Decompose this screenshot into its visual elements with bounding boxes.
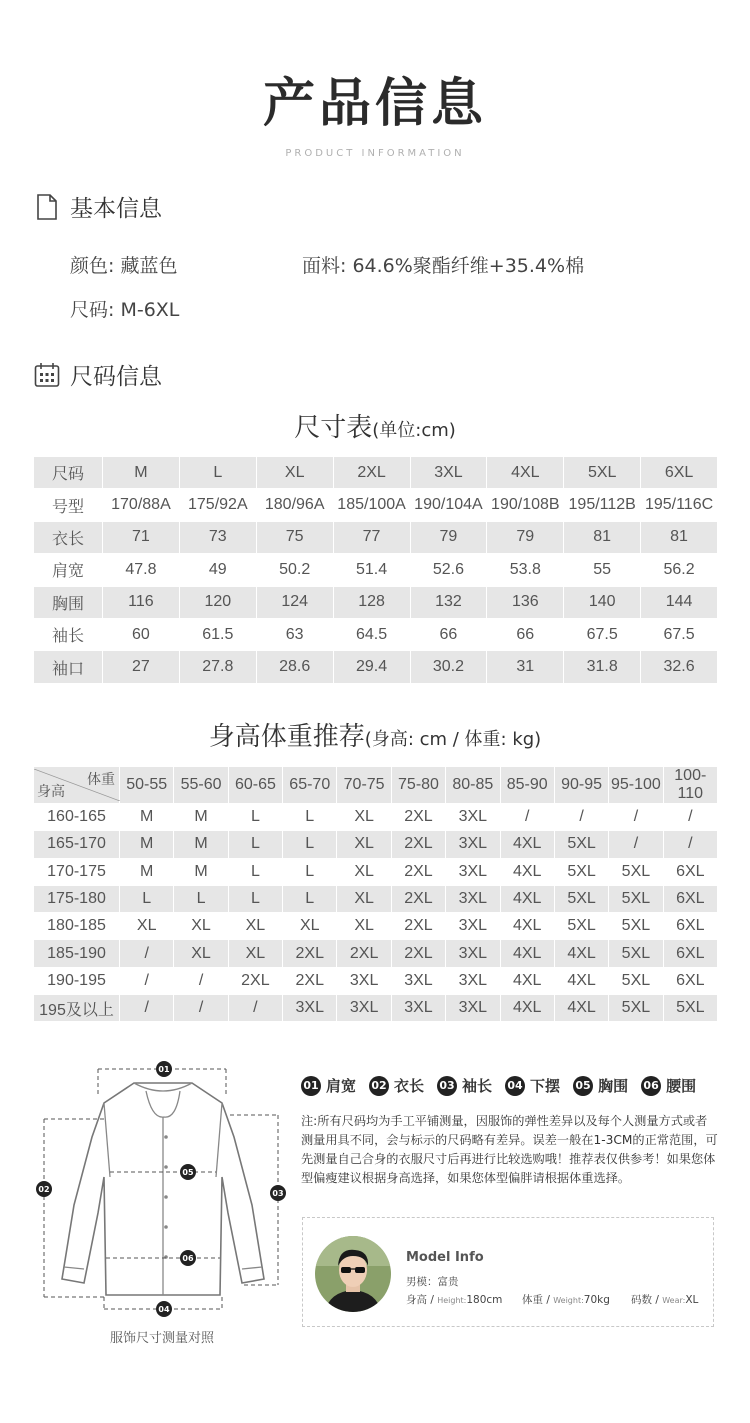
recommend-cell: / — [554, 804, 608, 831]
size-table-unit: (单位:cm) — [372, 420, 456, 441]
recommend-cell: XL — [120, 913, 174, 940]
weight-header: 85-90 — [500, 767, 554, 804]
size-cell: 4XL — [487, 457, 564, 489]
weight-header: 100-110 — [663, 767, 717, 804]
corner-weight-label: 体重 — [87, 771, 115, 787]
size-cell: 128 — [333, 586, 410, 618]
recommend-cell: 3XL — [446, 913, 500, 940]
recommend-cell: 5XL — [609, 995, 663, 1022]
recommend-table-unit: (身高: cm / 体重: kg) — [364, 729, 542, 750]
recommend-cell: L — [283, 804, 337, 831]
svg-text:04: 04 — [158, 1305, 170, 1314]
shirt-outline-icon — [34, 1057, 294, 1317]
recommend-cell: M — [174, 858, 228, 885]
corner-cell — [34, 767, 120, 804]
size-cell: 66 — [487, 618, 564, 650]
model-weight — [522, 1292, 610, 1307]
size-cell: 56.2 — [641, 554, 718, 586]
size-cell: 64.5 — [333, 618, 410, 650]
recommend-cell: 4XL — [500, 831, 554, 858]
recommend-cell: / — [120, 995, 174, 1022]
svg-text:06: 06 — [182, 1254, 194, 1263]
marker-03 — [270, 1185, 286, 1201]
recommend-row — [34, 995, 718, 1022]
recommend-cell: 6XL — [663, 858, 717, 885]
measurement-legend — [301, 1075, 709, 1096]
recommend-cell: 2XL — [391, 858, 445, 885]
recommend-cell: / — [174, 967, 228, 994]
recommend-cell: 6XL — [663, 913, 717, 940]
legend-label: 袖长 — [462, 1077, 493, 1095]
size-cell: 32.6 — [641, 651, 718, 683]
recommend-cell: / — [174, 995, 228, 1022]
recommend-cell: 5XL — [554, 858, 608, 885]
size-cell: 29.4 — [333, 651, 410, 683]
recommend-table — [33, 766, 718, 1022]
size-cell: L — [179, 457, 256, 489]
recommend-cell: 6XL — [663, 967, 717, 994]
marker-05 — [180, 1164, 196, 1180]
size-cell: 6XL — [641, 457, 718, 489]
size-table-row — [34, 554, 718, 586]
recommend-cell: 2XL — [391, 831, 445, 858]
marker-01 — [156, 1061, 172, 1077]
recommend-cell: L — [283, 858, 337, 885]
size-cell: 120 — [179, 586, 256, 618]
legend-item — [301, 1075, 356, 1096]
marker-06 — [180, 1250, 196, 1266]
legend-number: 03 — [437, 1076, 457, 1096]
recommend-row — [34, 967, 718, 994]
model-weight-label-en: Weight: — [553, 1296, 584, 1305]
size-row-header: 胸围 — [34, 586, 103, 618]
size-cell: 60 — [103, 618, 180, 650]
size-cell: 132 — [410, 586, 487, 618]
size-cell: 140 — [564, 586, 641, 618]
recommend-cell: / — [500, 804, 554, 831]
recommend-cell: 5XL — [609, 940, 663, 967]
size-info-label: 尺码信息 — [70, 364, 162, 390]
size-cell: 67.5 — [564, 618, 641, 650]
recommend-cell: / — [609, 831, 663, 858]
legend-number: 05 — [573, 1076, 593, 1096]
model-weight-label: 体重 / — [522, 1294, 554, 1306]
size-cell: 75 — [256, 521, 333, 553]
recommend-cell: XL — [283, 913, 337, 940]
size-range-info: 尺码: M-6XL — [70, 299, 180, 321]
legend-label: 肩宽 — [326, 1077, 357, 1095]
recommend-row — [34, 885, 718, 912]
recommend-cell: L — [228, 885, 282, 912]
size-cell: 73 — [179, 521, 256, 553]
size-info-heading — [34, 358, 162, 391]
size-cell: 49 — [179, 554, 256, 586]
legend-item — [437, 1075, 492, 1096]
recommend-cell: 5XL — [609, 913, 663, 940]
recommend-cell: 4XL — [554, 940, 608, 967]
weight-header: 60-65 — [228, 767, 282, 804]
size-cell: 27 — [103, 651, 180, 683]
recommend-cell: 3XL — [446, 967, 500, 994]
size-row-header: 号型 — [34, 489, 103, 521]
recommend-cell: 5XL — [663, 995, 717, 1022]
legend-number: 02 — [369, 1076, 389, 1096]
size-table-title — [0, 407, 750, 444]
size-cell: 175/92A — [179, 489, 256, 521]
recommend-cell: 5XL — [609, 858, 663, 885]
recommend-cell: XL — [337, 804, 391, 831]
recommend-table-title-text: 身高体重推荐 — [208, 722, 365, 752]
model-height-value: 180cm — [466, 1294, 503, 1306]
recommend-cell: / — [120, 940, 174, 967]
legend-label: 衣长 — [394, 1077, 425, 1095]
model-wear-value: XL — [685, 1294, 699, 1306]
weight-header: 70-75 — [337, 767, 391, 804]
recommend-cell: 5XL — [609, 885, 663, 912]
size-cell: 124 — [256, 586, 333, 618]
weight-header: 95-100 — [609, 767, 663, 804]
size-table — [33, 456, 718, 684]
height-row-header: 160-165 — [34, 804, 120, 831]
size-cell: 52.6 — [410, 554, 487, 586]
model-weight-value: 70kg — [583, 1294, 610, 1306]
recommend-cell: M — [174, 804, 228, 831]
recommend-cell: 2XL — [391, 913, 445, 940]
size-cell: 27.8 — [179, 651, 256, 683]
size-row-header: 衣长 — [34, 521, 103, 553]
recommend-row — [34, 831, 718, 858]
height-row-header: 185-190 — [34, 940, 120, 967]
size-cell: 55 — [564, 554, 641, 586]
model-wear-label-en: Wear: — [662, 1296, 686, 1305]
size-cell: 180/96A — [256, 489, 333, 521]
recommend-table-title — [0, 716, 750, 753]
size-table-row — [34, 457, 718, 489]
model-info-box — [302, 1217, 714, 1327]
size-cell: 53.8 — [487, 554, 564, 586]
size-cell: 61.5 — [179, 618, 256, 650]
legend-item — [573, 1075, 628, 1096]
recommend-cell: 3XL — [337, 967, 391, 994]
size-cell: 77 — [333, 521, 410, 553]
page-title: 产品信息 — [262, 74, 487, 134]
svg-text:02: 02 — [38, 1185, 50, 1194]
recommend-cell: 3XL — [446, 804, 500, 831]
model-name: 男模：富贵 — [406, 1276, 459, 1288]
recommend-cell: / — [663, 831, 717, 858]
height-row-header: 195及以上 — [34, 995, 120, 1022]
marker-04 — [156, 1301, 172, 1317]
model-height-label: 身高 / — [406, 1294, 438, 1306]
size-cell: 2XL — [333, 457, 410, 489]
legend-item — [641, 1075, 696, 1096]
size-row-header: 袖长 — [34, 618, 103, 650]
size-table-row — [34, 618, 718, 650]
size-row-header: 袖口 — [34, 651, 103, 683]
title-block — [0, 68, 750, 159]
legend-item — [369, 1075, 424, 1096]
legend-number: 06 — [641, 1076, 661, 1096]
basic-info-heading — [34, 190, 162, 223]
recommend-cell: L — [228, 804, 282, 831]
recommend-row — [34, 913, 718, 940]
legend-label: 胸围 — [598, 1077, 629, 1095]
measurement-note: 注:所有尺码均为手工平铺测量，因服饰的弹性差异以及每个人测量方式或者测量用具不同，会与标示的尺码略有差异。误差一般在1-3CM的正常范围，可先测量自己合身的衣服尺寸后再进行比较选购哦！推荐表仅供参考！如果您体型偏瘦建议根据身高选择，如果您体型偏胖请根据体重选择。 — [301, 1114, 718, 1185]
weight-header: 50-55 — [120, 767, 174, 804]
recommend-cell: / — [609, 804, 663, 831]
recommend-cell: L — [283, 831, 337, 858]
basic-info-label: 基本信息 — [70, 196, 162, 222]
height-row-header: 190-195 — [34, 967, 120, 994]
size-cell: 195/116C — [641, 489, 718, 521]
document-icon — [34, 194, 60, 220]
recommend-cell: 6XL — [663, 940, 717, 967]
size-table-title-text: 尺寸表 — [294, 413, 373, 443]
model-wear-label: 码数 / — [631, 1294, 663, 1306]
size-cell: 79 — [487, 521, 564, 553]
recommend-cell: 3XL — [337, 995, 391, 1022]
recommend-cell: L — [283, 885, 337, 912]
recommend-cell: XL — [228, 913, 282, 940]
recommend-cell: 2XL — [391, 804, 445, 831]
height-row-header: 180-185 — [34, 913, 120, 940]
model-height — [406, 1292, 502, 1307]
size-cell: M — [103, 457, 180, 489]
recommend-cell: XL — [337, 913, 391, 940]
recommend-cell: 5XL — [609, 967, 663, 994]
recommend-cell: 4XL — [500, 995, 554, 1022]
recommend-cell: L — [120, 885, 174, 912]
weight-header: 65-70 — [283, 767, 337, 804]
size-cell: 170/88A — [103, 489, 180, 521]
recommend-cell: XL — [337, 885, 391, 912]
marker-02 — [36, 1181, 52, 1197]
size-cell: 31.8 — [564, 651, 641, 683]
weight-header: 75-80 — [391, 767, 445, 804]
size-cell: 195/112B — [564, 489, 641, 521]
recommend-cell: 2XL — [337, 940, 391, 967]
size-cell: 50.2 — [256, 554, 333, 586]
recommend-cell: M — [174, 831, 228, 858]
legend-label: 腰围 — [666, 1077, 697, 1095]
recommend-row — [34, 804, 718, 831]
recommend-cell: / — [228, 995, 282, 1022]
size-cell: 116 — [103, 586, 180, 618]
page-subtitle: PRODUCT INFORMATION — [285, 148, 465, 159]
model-wear — [631, 1292, 698, 1307]
size-cell: 3XL — [410, 457, 487, 489]
color-info: 颜色: 藏蓝色 — [70, 255, 178, 277]
recommend-cell: 2XL — [283, 940, 337, 967]
size-cell: 30.2 — [410, 651, 487, 683]
size-row-header: 肩宽 — [34, 554, 103, 586]
recommend-cell: 6XL — [663, 885, 717, 912]
recommend-row — [34, 858, 718, 885]
size-table-row — [34, 586, 718, 618]
recommend-cell: XL — [337, 858, 391, 885]
size-cell: 51.4 — [333, 554, 410, 586]
recommend-header-row — [34, 767, 718, 804]
size-row-header: 尺码 — [34, 457, 103, 489]
svg-text:05: 05 — [182, 1168, 194, 1177]
recommend-cell: XL — [337, 831, 391, 858]
size-cell: 5XL — [564, 457, 641, 489]
weight-header: 55-60 — [174, 767, 228, 804]
recommend-cell: 2XL — [391, 885, 445, 912]
recommend-cell: 4XL — [554, 995, 608, 1022]
height-row-header: 170-175 — [34, 858, 120, 885]
recommend-cell: 3XL — [391, 967, 445, 994]
recommend-cell: 2XL — [228, 967, 282, 994]
size-table-row — [34, 489, 718, 521]
recommend-cell: 5XL — [554, 913, 608, 940]
recommend-cell: 2XL — [391, 940, 445, 967]
model-info-title: Model Info — [406, 1250, 484, 1265]
legend-item — [505, 1075, 560, 1096]
height-row-header: 175-180 — [34, 885, 120, 912]
recommend-cell: XL — [174, 940, 228, 967]
diagram-caption: 服饰尺寸测量对照 — [109, 1331, 214, 1346]
recommend-cell: 4XL — [500, 913, 554, 940]
size-cell: 67.5 — [641, 618, 718, 650]
size-table-row — [34, 651, 718, 683]
recommend-cell: 3XL — [446, 940, 500, 967]
model-height-label-en: Height: — [437, 1296, 467, 1305]
recommend-cell: 4XL — [500, 885, 554, 912]
size-cell: 185/100A — [333, 489, 410, 521]
size-cell: 81 — [641, 521, 718, 553]
legend-number: 01 — [301, 1076, 321, 1096]
calendar-icon — [34, 362, 60, 388]
size-cell: XL — [256, 457, 333, 489]
recommend-cell: 4XL — [500, 967, 554, 994]
recommend-cell: 2XL — [283, 967, 337, 994]
fabric-info: 面料: 64.6%聚酯纤维+35.4%棉 — [302, 255, 585, 277]
recommend-cell: 3XL — [446, 885, 500, 912]
size-cell: 144 — [641, 586, 718, 618]
recommend-cell: M — [120, 858, 174, 885]
recommend-cell: XL — [174, 913, 228, 940]
recommend-cell: 3XL — [283, 995, 337, 1022]
size-cell: 136 — [487, 586, 564, 618]
weight-header: 80-85 — [446, 767, 500, 804]
recommend-cell: 4XL — [554, 967, 608, 994]
recommend-cell: 5XL — [554, 831, 608, 858]
model-avatar — [315, 1236, 391, 1312]
size-table-row — [34, 521, 718, 553]
legend-label: 下摆 — [530, 1077, 561, 1095]
recommend-cell: 3XL — [446, 858, 500, 885]
recommend-cell: / — [120, 967, 174, 994]
svg-text:03: 03 — [272, 1189, 284, 1198]
recommend-cell: / — [663, 804, 717, 831]
size-cell: 190/104A — [410, 489, 487, 521]
garment-diagram — [34, 1057, 294, 1317]
recommend-cell: L — [228, 858, 282, 885]
recommend-row — [34, 940, 718, 967]
recommend-cell: L — [228, 831, 282, 858]
corner-height-label: 身高 — [37, 783, 65, 799]
recommend-cell: M — [120, 831, 174, 858]
svg-text:01: 01 — [158, 1065, 170, 1074]
recommend-cell: XL — [228, 940, 282, 967]
recommend-cell: 3XL — [446, 995, 500, 1022]
recommend-cell: L — [174, 885, 228, 912]
size-cell: 63 — [256, 618, 333, 650]
height-row-header: 165-170 — [34, 831, 120, 858]
size-cell: 66 — [410, 618, 487, 650]
recommend-cell: 4XL — [500, 940, 554, 967]
weight-header: 90-95 — [554, 767, 608, 804]
size-cell: 79 — [410, 521, 487, 553]
recommend-cell: 5XL — [554, 885, 608, 912]
size-cell: 28.6 — [256, 651, 333, 683]
legend-number: 04 — [505, 1076, 525, 1096]
size-cell: 81 — [564, 521, 641, 553]
recommend-cell: 3XL — [446, 831, 500, 858]
recommend-cell: 4XL — [500, 858, 554, 885]
recommend-cell: 3XL — [391, 995, 445, 1022]
size-cell: 190/108B — [487, 489, 564, 521]
size-cell: 71 — [103, 521, 180, 553]
size-cell: 31 — [487, 651, 564, 683]
recommend-cell: M — [120, 804, 174, 831]
size-cell: 47.8 — [103, 554, 180, 586]
